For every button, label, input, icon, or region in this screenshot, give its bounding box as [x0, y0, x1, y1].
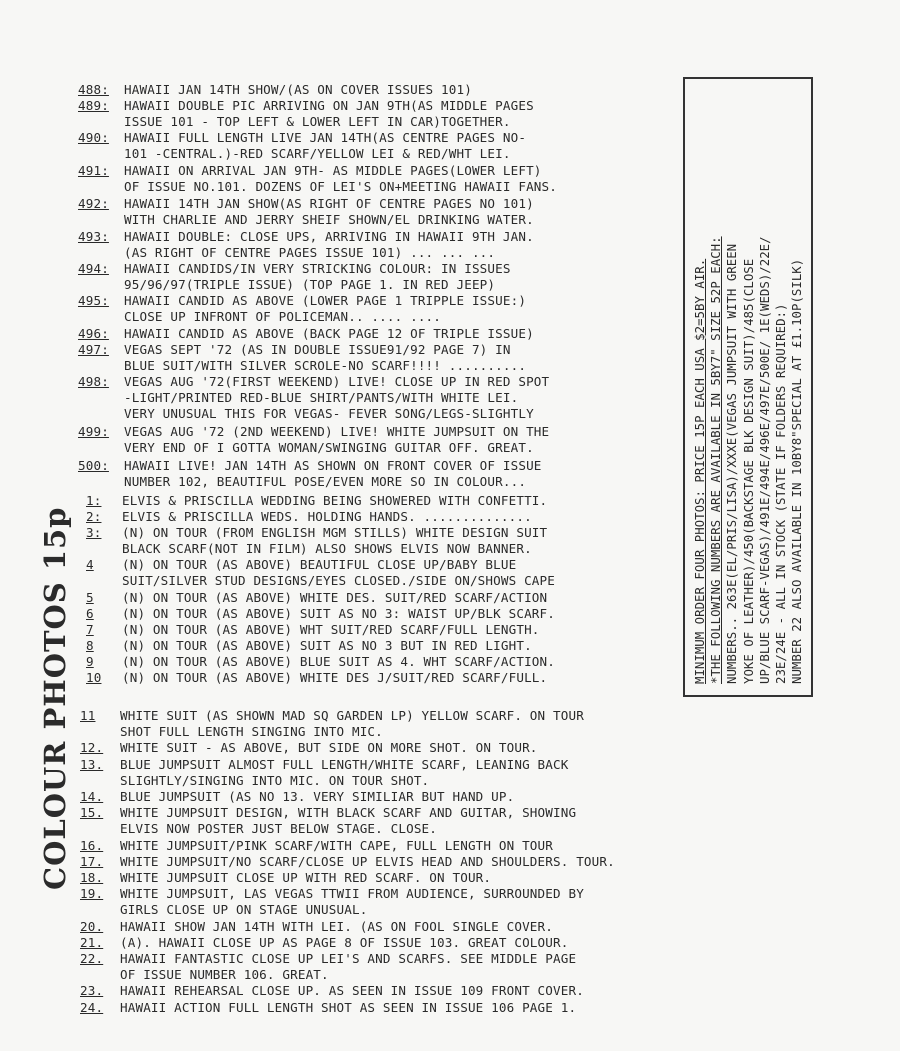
item-number: 17.	[80, 853, 104, 869]
item-number: 5	[86, 590, 94, 605]
list-item	[78, 196, 534, 212]
list-item	[78, 245, 495, 261]
item-description: 101 -CENTRAL.)-RED SCARF/YELLOW LEI & RED/WHT LEI.	[124, 146, 511, 161]
item-description: (N) ON TOUR (AS ABOVE) BLUE SUIT AS 4. WHT SCARF/ACTION.	[122, 654, 555, 669]
list-item	[78, 740, 538, 756]
list-item	[78, 870, 491, 886]
list-item	[78, 114, 511, 130]
item-number: 24.	[80, 999, 104, 1015]
list-item	[78, 724, 383, 740]
list-item	[78, 902, 367, 918]
item-number: 4	[86, 557, 94, 572]
item-description: (N) ON TOUR (AS ABOVE) BEAUTIFUL CLOSE UP/BABY BLUE	[122, 557, 517, 572]
item-description: BLUE JUMPSUIT ALMOST FULL LENGTH/WHITE SCARF, LEANING BACK	[120, 756, 569, 772]
item-number: 500:	[78, 458, 109, 473]
order-info-line: *THE FOLLOWING NUMBERS ARE AVAILABLE IN 5BY7" SIZE 52P EACH:	[708, 236, 724, 684]
list-item	[78, 163, 542, 179]
order-info-line: YOKE OF LEATHER)/450(BACKSTAGE BLK DESIGN SUIT)/485(CLOSE	[740, 258, 756, 684]
list-item	[78, 886, 584, 902]
list-item	[78, 854, 615, 870]
list-item	[78, 757, 568, 773]
list-item	[78, 293, 526, 309]
item-description: 95/96/97(TRIPLE ISSUE) (TOP PAGE 1. IN RED JEEP)	[124, 277, 496, 292]
list-item	[78, 557, 516, 573]
item-number: 488:	[78, 82, 109, 97]
item-number: 7	[86, 622, 94, 637]
item-number: 498:	[78, 374, 109, 389]
item-number: 11	[80, 708, 96, 723]
order-info-line: NUMBERS.. 263E(EL/PRIS/LISA)/XXXE(VEGAS JUMPSUIT WITH GREEN	[724, 243, 740, 684]
list-item	[78, 573, 555, 589]
item-description: WHITE SUIT - AS ABOVE, BUT SIDE ON MORE SHOT. ON TOUR.	[120, 740, 538, 756]
list-item	[78, 708, 584, 724]
order-info-line: NUMBER 22 ALSO AVAILABLE IN 10BY8"SPECIAL AT £1.10P(SILK)	[789, 258, 805, 684]
item-description: (N) ON TOUR (AS ABOVE) WHITE DES. SUIT/RED SCARF/ACTION	[122, 590, 548, 605]
list-item	[78, 130, 526, 146]
item-description: (A). HAWAII CLOSE UP AS PAGE 8 OF ISSUE 103. GREAT COLOUR.	[120, 934, 569, 950]
item-number: 495:	[78, 293, 109, 308]
list-item	[78, 358, 526, 374]
list-item	[78, 838, 553, 854]
item-description: ISSUE 101 - TOP LEFT & LOWER LEFT IN CAR)TOGETHER.	[124, 114, 511, 129]
item-number: 23.	[80, 983, 104, 999]
item-description: HAWAII SHOW JAN 14TH WITH LEI. (AS ON FOOL SINGLE COVER.	[120, 918, 553, 934]
item-number: 492:	[78, 196, 109, 211]
item-number: 490:	[78, 130, 109, 145]
list-item	[78, 374, 549, 390]
item-description: SUIT/SILVER STUD DESIGNS/EYES CLOSED./SIDE ON/SHOWS CAPE	[122, 573, 555, 588]
item-number: 10	[86, 670, 102, 685]
item-description: HAWAII LIVE! JAN 14TH AS SHOWN ON FRONT COVER OF ISSUE	[124, 458, 542, 473]
item-description: SLIGHTLY/SINGING INTO MIC. ON TOUR SHOT.	[120, 772, 430, 788]
item-description: OF ISSUE NUMBER 106. GREAT.	[120, 967, 329, 983]
list-item	[78, 654, 555, 670]
item-description: BLUE SUIT/WITH SILVER SCROLE-NO SCARF!!!! ..........	[124, 358, 527, 373]
list-item	[78, 935, 568, 951]
item-number: 13.	[80, 756, 104, 772]
item-number: 3:	[86, 525, 102, 540]
list-item	[78, 309, 441, 325]
order-info-line: 23E/24E - ALL IN STOCK (STATE IF FOLDERS REQUIRED:)	[772, 303, 788, 684]
item-number: 14.	[80, 789, 104, 804]
item-description: BLACK SCARF(NOT IN FILM) ALSO SHOWS ELVIS NOW BANNER.	[122, 541, 532, 556]
list-item	[78, 98, 534, 114]
item-number: 489:	[78, 98, 109, 113]
item-number: 499:	[78, 424, 109, 439]
item-description: WHITE JUMPSUIT, LAS VEGAS TTWII FROM AUDIENCE, SURROUNDED BY	[120, 886, 584, 902]
item-description: HAWAII FANTASTIC CLOSE UP LEI'S AND SCARFS. SEE MIDDLE PAGE	[120, 951, 577, 966]
list-item	[78, 821, 437, 837]
item-number: 497:	[78, 342, 109, 357]
item-description: ELVIS & PRISCILLA WEDDING BEING SHOWERED WITH CONFETTI.	[122, 493, 548, 508]
item-description: HAWAII CANDIDS/IN VERY STRICKING COLOUR: IN ISSUES	[124, 261, 511, 276]
item-description: HAWAII FULL LENGTH LIVE JAN 14TH(AS CENTRE PAGES NO-	[124, 130, 527, 145]
item-number: 22.	[80, 951, 104, 966]
item-description: HAWAII 14TH JAN SHOW(AS RIGHT OF CENTRE PAGES NO 101)	[124, 196, 534, 211]
list-item	[78, 638, 532, 654]
list-item	[78, 229, 534, 245]
list-item	[78, 342, 511, 358]
item-number: 20.	[80, 918, 104, 934]
item-description: WHITE JUMPSUIT/PINK SCARF/WITH CAPE, FULL LENGTH ON TOUR	[120, 837, 553, 853]
list-item	[78, 82, 472, 98]
item-number: 493:	[78, 229, 109, 244]
item-number: 2:	[86, 509, 102, 524]
item-number: 491:	[78, 163, 109, 178]
item-description: BLUE JUMPSUIT (AS NO 13. VERY SIMILIAR BUT HAND UP.	[120, 789, 515, 804]
list-item	[78, 541, 532, 557]
list-item	[78, 212, 534, 228]
item-description: -LIGHT/PRINTED RED-BLUE SHIRT/PANTS/WITH WHITE LEI.	[124, 390, 519, 405]
item-description: VERY UNUSUAL THIS FOR VEGAS- FEVER SONG/LEGS-SLIGHTLY	[124, 406, 534, 421]
list-item	[78, 773, 429, 789]
list-item	[78, 179, 557, 195]
item-description: (N) ON TOUR (AS ABOVE) SUIT AS NO 3 BUT IN RED LIGHT.	[122, 638, 532, 653]
list-item	[78, 590, 547, 606]
list-item	[78, 146, 511, 162]
item-description: (N) ON TOUR (FROM ENGLISH MGM STILLS) WHITE DESIGN SUIT	[122, 525, 548, 540]
item-number: 494:	[78, 261, 109, 276]
item-description: HAWAII ON ARRIVAL JAN 9TH- AS MIDDLE PAGES(LOWER LEFT)	[124, 163, 542, 178]
list-item	[78, 474, 526, 490]
list-item	[78, 525, 547, 541]
item-description: ELVIS & PRISCILLA WEDS. HOLDING HANDS. ..............	[122, 509, 532, 524]
item-description: VEGAS AUG '72 (2ND WEEKEND) LIVE! WHITE JUMPSUIT ON THE	[124, 424, 550, 439]
item-description: HAWAII DOUBLE: CLOSE UPS, ARRIVING IN HAWAII 9TH JAN.	[124, 229, 534, 244]
item-number: 1:	[86, 493, 102, 508]
list-item	[78, 1000, 576, 1016]
list-item	[78, 406, 534, 422]
list-item	[78, 440, 534, 456]
list-item	[78, 493, 547, 509]
item-number: 15.	[80, 805, 104, 821]
list-item	[78, 326, 534, 342]
item-description: HAWAII CANDID AS ABOVE (BACK PAGE 12 OF TRIPLE ISSUE)	[124, 326, 534, 341]
item-number: 9	[86, 654, 94, 669]
item-description: (AS RIGHT OF CENTRE PAGES ISSUE 101) ... ... ...	[124, 245, 496, 260]
list-item	[78, 622, 540, 638]
list-item	[78, 967, 329, 983]
item-description: HAWAII DOUBLE PIC ARRIVING ON JAN 9TH(AS MIDDLE PAGES	[124, 98, 534, 113]
item-description: WHITE JUMPSUIT/NO SCARF/CLOSE UP ELVIS HEAD AND SHOULDERS. TOUR.	[120, 853, 615, 869]
item-number: 8	[86, 638, 94, 653]
list-item	[78, 670, 547, 686]
item-description: (N) ON TOUR (AS ABOVE) SUIT AS NO 3: WAIST UP/BLK SCARF.	[122, 606, 555, 621]
order-info-line: UP/BLUE SCARF-VEGAS)/491E/494E/496E/497E/500E/ 1E(WEDS)/22E/	[756, 236, 772, 684]
sidebar-title: COLOUR PHOTOS 15p	[38, 506, 72, 890]
item-description: HAWAII CANDID AS ABOVE (LOWER PAGE 1 TRIPPLE ISSUE:)	[124, 293, 527, 308]
item-description: CLOSE UP INFRONT OF POLICEMAN.. .... ....	[124, 309, 442, 324]
item-description: NUMBER 102, BEAUTIFUL POSE/EVEN MORE SO IN COLOUR...	[124, 474, 527, 489]
list-item	[78, 606, 555, 622]
list-item	[78, 805, 576, 821]
item-description: SHOT FULL LENGTH SINGING INTO MIC.	[120, 724, 383, 740]
item-description: VEGAS SEPT '72 (AS IN DOUBLE ISSUE91/92 PAGE 7) IN	[124, 342, 511, 357]
item-number: 19.	[80, 886, 104, 902]
item-number: 21.	[80, 934, 104, 950]
list-item	[78, 951, 576, 967]
list-item	[78, 789, 514, 805]
item-description: HAWAII ACTION FULL LENGTH SHOT AS SEEN IN ISSUE 106 PAGE 1.	[120, 999, 577, 1015]
item-description: VEGAS AUG '72(FIRST WEEKEND) LIVE! CLOSE UP IN RED SPOT	[124, 374, 550, 389]
item-description: (N) ON TOUR (AS ABOVE) WHITE DES J/SUIT/RED SCARF/FULL.	[122, 670, 548, 685]
list-item	[78, 919, 553, 935]
item-number: 496:	[78, 326, 109, 341]
item-description: HAWAII JAN 14TH SHOW/(AS ON COVER ISSUES 101)	[124, 82, 472, 97]
list-item	[78, 277, 495, 293]
item-description: ELVIS NOW POSTER JUST BELOW STAGE. CLOSE.	[120, 821, 438, 837]
item-description: (N) ON TOUR (AS ABOVE) WHT SUIT/RED SCARF/FULL LENGTH.	[122, 622, 540, 637]
item-description: WHITE JUMPSUIT CLOSE UP WITH RED SCARF. ON TOUR.	[120, 870, 492, 885]
item-number: 18.	[80, 870, 104, 885]
list-item	[78, 424, 549, 440]
list-item	[78, 458, 542, 474]
item-number: 6	[86, 606, 94, 621]
item-description: VERY END OF I GOTTA WOMAN/SWINGING GUITAR OFF. GREAT.	[124, 440, 534, 455]
item-description: WHITE SUIT (AS SHOWN MAD SQ GARDEN LP) YELLOW SCARF. ON TOUR	[120, 708, 584, 723]
order-info-line: MINIMUM ORDER FOUR PHOTOS: PRICE 15P EACH USA $2=5BY AIR.	[692, 258, 707, 684]
item-description: WHITE JUMPSUIT DESIGN, WITH BLACK SCARF AND GUITAR, SHOWING	[120, 805, 577, 821]
list-item	[78, 390, 518, 406]
list-item	[78, 509, 532, 525]
item-description: HAWAII REHEARSAL CLOSE UP. AS SEEN IN ISSUE 109 FRONT COVER.	[120, 983, 584, 999]
list-item	[78, 983, 584, 999]
list-item	[78, 261, 511, 277]
item-number: 16.	[80, 837, 104, 853]
item-number: 12.	[80, 740, 104, 756]
item-description: WITH CHARLIE AND JERRY SHEIF SHOWN/EL DRINKING WATER.	[124, 212, 534, 227]
item-description: OF ISSUE NO.101. DOZENS OF LEI'S ON+MEETING HAWAII FANS.	[124, 179, 557, 194]
item-description: GIRLS CLOSE UP ON STAGE UNUSUAL.	[120, 902, 368, 918]
